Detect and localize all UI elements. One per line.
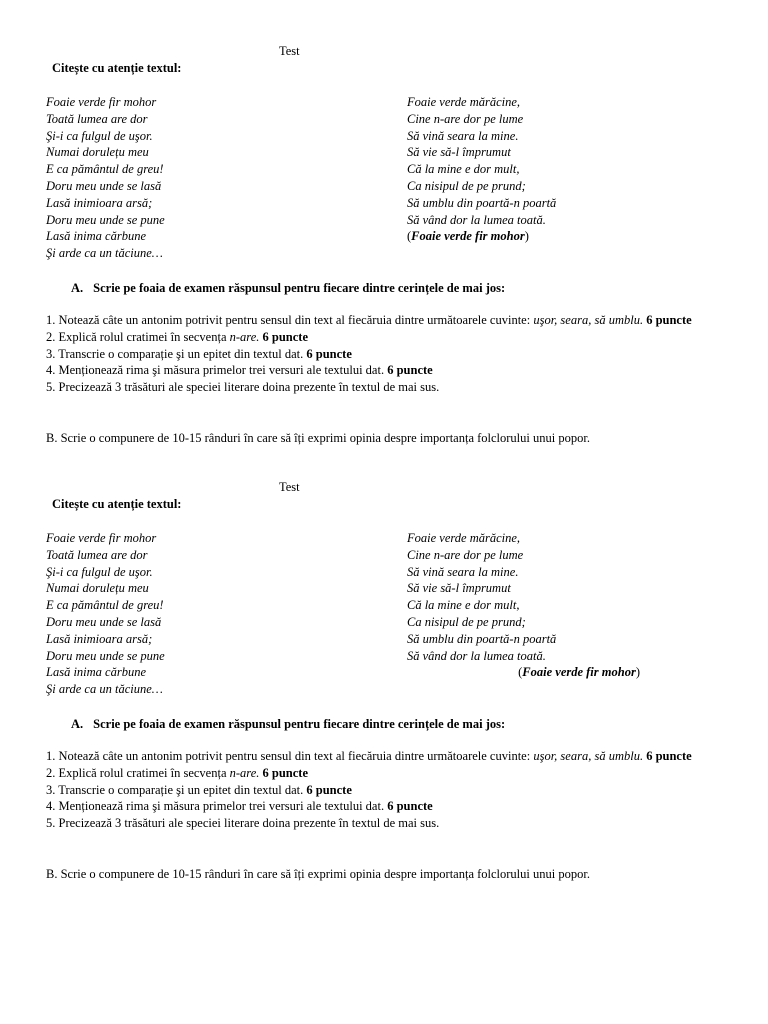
poem-source-title: Foaie verde fir mohor — [522, 665, 636, 680]
requirement-1: 1. Notează câte un antonim potrivit pentru sensul din text al fiecăruia dintre următoarele cuvinte: uşor, seara, să umblu. 6 puncte — [46, 749, 692, 763]
points: 6 puncte — [262, 329, 308, 344]
section-a-heading — [71, 280, 505, 297]
poem-verse: Foaie verde fir mohor — [46, 531, 157, 545]
points: 6 puncte — [306, 782, 352, 797]
reading-instruction: Citește cu atenție textul: — [52, 497, 182, 511]
poem-verse: Lasă inima cărbune — [46, 665, 146, 680]
poem-verse: Cine n-are dor pe lume — [407, 111, 524, 126]
section-b-task: B. Scrie o compunere de 10-15 rânduri în care să îți exprimi opinia despre importanța folclorului unui popor. — [46, 431, 590, 445]
section-a-text: Scrie pe foaia de examen răspunsul pentru fiecare dintre cerințele de mai jos: — [93, 281, 506, 295]
requirement-1: 1. Notează câte un antonim potrivit pentru sensul din text al fiecăruia dintre următoarele cuvinte: uşor, seara, să umblu. 6 puncte — [46, 313, 692, 327]
poem-right-column — [407, 530, 736, 681]
poem-verse: Numai dorulețu meu — [46, 581, 149, 596]
poem-verse: Toată lumea are dor — [46, 547, 148, 562]
poem-verse: Să vie să-l împrumut — [407, 145, 511, 160]
reading-instruction: Citește cu atenție textul: — [52, 61, 182, 75]
poem-verse: Şi-i ca fulgul de uşor. — [46, 128, 153, 143]
poem-verse: Şi arde ca un tăciune… — [46, 246, 163, 261]
section-a-text: Scrie pe foaia de examen răspunsul pentru fiecare dintre cerințele de mai jos: — [93, 717, 506, 731]
poem-verse: Să vină seara la mine. — [407, 128, 519, 143]
poem-right-column — [407, 94, 556, 245]
points: 6 puncte — [646, 313, 692, 327]
poem — [46, 530, 736, 700]
poem-source-title: Foaie verde fir mohor — [411, 229, 525, 244]
poem-verse: Că la mine e dor mult, — [407, 162, 520, 177]
poem-verse: Ca nisipul de pe prund; — [407, 614, 526, 629]
poem-verse: Numai dorulețu meu — [46, 145, 149, 160]
poem-verse: Doru meu unde se lasă — [46, 614, 162, 629]
poem-verse: Că la mine e dor mult, — [407, 598, 520, 613]
requirement-3: 3. Transcrie o comparație şi un epitet din textul dat. 6 puncte — [46, 782, 352, 797]
poem-left-column — [46, 94, 165, 262]
poem-verse: Foaie verde mărăcine, — [407, 531, 521, 545]
section-a-letter: A. — [71, 281, 84, 295]
poem-verse: Doru meu unde se lasă — [46, 178, 162, 193]
poem-verse: E ca pământul de greu! — [46, 162, 164, 177]
poem-verse: Să vând dor la lumea toată. — [407, 212, 546, 227]
poem — [46, 94, 736, 264]
poem-verse: Să umblu din poartă-n poartă — [407, 631, 557, 646]
poem-left-column — [46, 530, 165, 698]
requirement-2: 2. Explică rolul cratimei în secvența n-are. 6 puncte — [46, 765, 308, 780]
poem-verse: Să vie să-l împrumut — [407, 581, 511, 596]
section-a-heading — [71, 716, 505, 733]
poem-verse: Foaie verde fir mohor — [46, 95, 157, 109]
poem-verse: Lasă inimioara arsă; — [46, 631, 153, 646]
poem-verse: Toată lumea are dor — [46, 111, 148, 126]
poem-verse: Lasă inimioara arsă; — [46, 195, 153, 210]
points: 6 puncte — [646, 749, 692, 763]
requirements-list — [46, 748, 736, 832]
poem-verse: Doru meu unde se pune — [46, 212, 165, 227]
requirement-4: 4. Menționează rima şi măsura primelor trei versuri ale textului dat. 6 puncte — [46, 363, 433, 378]
poem-verse: Şi-i ca fulgul de uşor. — [46, 564, 153, 579]
requirement-words: uşor, seara, să umblu. — [533, 749, 644, 763]
points: 6 puncte — [387, 363, 433, 378]
requirement-2: 2. Explică rolul cratimei în secvența n-are. 6 puncte — [46, 329, 308, 344]
poem-verse: Foaie verde mărăcine, — [407, 95, 521, 109]
poem-verse: Ca nisipul de pe prund; — [407, 178, 526, 193]
test-title: Test — [279, 480, 300, 494]
poem-verse: E ca pământul de greu! — [46, 598, 164, 613]
requirement-4: 4. Menționează rima şi măsura primelor trei versuri ale textului dat. 6 puncte — [46, 799, 433, 814]
requirement-3: 3. Transcrie o comparație şi un epitet din textul dat. 6 puncte — [46, 346, 352, 361]
requirement-words: uşor, seara, să umblu. — [533, 313, 644, 327]
poem-source: (Foaie verde fir mohor) — [518, 665, 640, 680]
points: 6 puncte — [262, 765, 308, 780]
requirement-term: n-are. — [229, 765, 260, 780]
poem-source: (Foaie verde fir mohor) — [407, 229, 529, 244]
points: 6 puncte — [387, 799, 433, 814]
poem-verse: Doru meu unde se pune — [46, 648, 165, 663]
poem-verse: Cine n-are dor pe lume — [407, 547, 524, 562]
poem-verse: Lasă inima cărbune — [46, 229, 146, 244]
section-b-task: B. Scrie o compunere de 10-15 rânduri în care să îți exprimi opinia despre importanța folclorului unui popor. — [46, 867, 590, 881]
poem-verse: Să vând dor la lumea toată. — [407, 648, 546, 663]
requirements-list — [46, 312, 736, 396]
requirement-term: n-are. — [229, 329, 260, 344]
section-a-letter: A. — [71, 717, 84, 731]
poem-verse: Să umblu din poartă-n poartă — [407, 195, 557, 210]
requirement-5: 5. Precizează 3 trăsături ale speciei literare doina prezente în textul de mai sus. — [46, 380, 440, 395]
test-title: Test — [279, 44, 300, 58]
points: 6 puncte — [306, 346, 352, 361]
requirement-5: 5. Precizează 3 trăsături ale speciei literare doina prezente în textul de mai sus. — [46, 816, 440, 831]
poem-verse: Să vină seara la mine. — [407, 564, 519, 579]
poem-verse: Şi arde ca un tăciune… — [46, 682, 163, 697]
